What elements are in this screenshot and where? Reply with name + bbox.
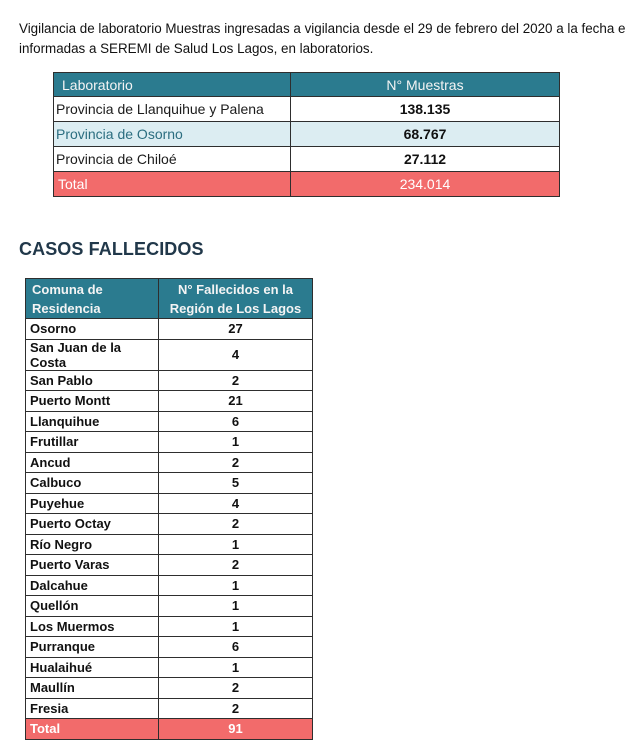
death-count: 1: [159, 657, 313, 678]
death-count: 1: [159, 596, 313, 617]
column-header-deaths: N° Fallecidos en la Región de Los Lagos: [159, 279, 313, 319]
commune-name: Maullín: [26, 678, 159, 699]
table-row: [26, 514, 313, 535]
total-label: Total: [26, 719, 159, 740]
death-count: 4: [159, 493, 313, 514]
row-sample-count: 68.767: [291, 122, 560, 147]
table-row: [26, 493, 313, 514]
death-count: 5: [159, 473, 313, 494]
column-header-laboratory: Laboratorio: [54, 73, 291, 97]
total-value: 91: [159, 719, 313, 740]
row-sample-count: 138.135: [291, 97, 560, 122]
commune-name: Purranque: [26, 637, 159, 658]
table-row: [26, 698, 313, 719]
commune-name: Puerto Octay: [26, 514, 159, 535]
row-laboratory-name: Provincia de Chiloé: [54, 147, 291, 172]
deaths-table-body: [26, 319, 313, 740]
total-row: [54, 172, 560, 197]
death-count: 2: [159, 452, 313, 473]
table-row: [54, 122, 560, 147]
table-row: [26, 657, 313, 678]
commune-name: Osorno: [26, 319, 159, 340]
death-count: 2: [159, 370, 313, 391]
table-row: [26, 637, 313, 658]
table-header-row: [54, 73, 560, 97]
commune-name: Puerto Montt: [26, 391, 159, 412]
death-count: 2: [159, 514, 313, 535]
death-count: 2: [159, 698, 313, 719]
death-count: 6: [159, 637, 313, 658]
death-count: 4: [159, 339, 313, 370]
commune-name: Dalcahue: [26, 575, 159, 596]
row-sample-count: 27.112: [291, 147, 560, 172]
commune-name: San Pablo: [26, 370, 159, 391]
laboratory-samples-table: [53, 72, 560, 197]
death-count: 1: [159, 534, 313, 555]
commune-name: Frutillar: [26, 432, 159, 453]
table-row: [26, 678, 313, 699]
death-count: 2: [159, 555, 313, 576]
commune-name: Puerto Varas: [26, 555, 159, 576]
death-count: 21: [159, 391, 313, 412]
commune-name: Hualaihué: [26, 657, 159, 678]
table-row: [26, 534, 313, 555]
death-count: 27: [159, 319, 313, 340]
commune-name: Río Negro: [26, 534, 159, 555]
table-row: [26, 452, 313, 473]
table-row: [26, 473, 313, 494]
table-row: [26, 339, 313, 370]
death-count: 2: [159, 678, 313, 699]
table-header-row: [26, 279, 313, 319]
total-label: Total: [54, 172, 291, 197]
death-count: 6: [159, 411, 313, 432]
table-row: [26, 555, 313, 576]
commune-name: San Juan de la Costa: [26, 339, 159, 370]
commune-name: Calbuco: [26, 473, 159, 494]
table-row: [26, 596, 313, 617]
death-count: 1: [159, 432, 313, 453]
total-row: [26, 719, 313, 740]
commune-name: Puyehue: [26, 493, 159, 514]
row-laboratory-name: Provincia de Osorno: [54, 122, 291, 147]
row-laboratory-name: Provincia de Llanquihue y Palena: [54, 97, 291, 122]
commune-name: Ancud: [26, 452, 159, 473]
table-row: [26, 391, 313, 412]
table-row: [26, 370, 313, 391]
table-row: [26, 432, 313, 453]
commune-name: Quellón: [26, 596, 159, 617]
section-title: CASOS FALLECIDOS: [19, 239, 204, 259]
intro-paragraph: Vigilancia de laboratorio Muestras ingresadas a vigilancia desde el 29 de febrero del 2020 a la fecha e informadas a SEREMI de Salud Los Lagos, en laboratorios.: [19, 21, 626, 56]
death-count: 1: [159, 616, 313, 637]
table-row: [54, 97, 560, 122]
commune-name: Llanquihue: [26, 411, 159, 432]
deaths-by-commune-table: [25, 278, 313, 740]
table-row: [26, 319, 313, 340]
death-count: 1: [159, 575, 313, 596]
commune-name: Fresia: [26, 698, 159, 719]
table-row: [54, 147, 560, 172]
table-row: [26, 411, 313, 432]
total-value: 234.014: [291, 172, 560, 197]
table-row: [26, 575, 313, 596]
commune-name: Los Muermos: [26, 616, 159, 637]
column-header-commune: Comuna de Residencia: [26, 279, 159, 319]
column-header-samples: N° Muestras: [291, 73, 560, 97]
table-row: [26, 616, 313, 637]
